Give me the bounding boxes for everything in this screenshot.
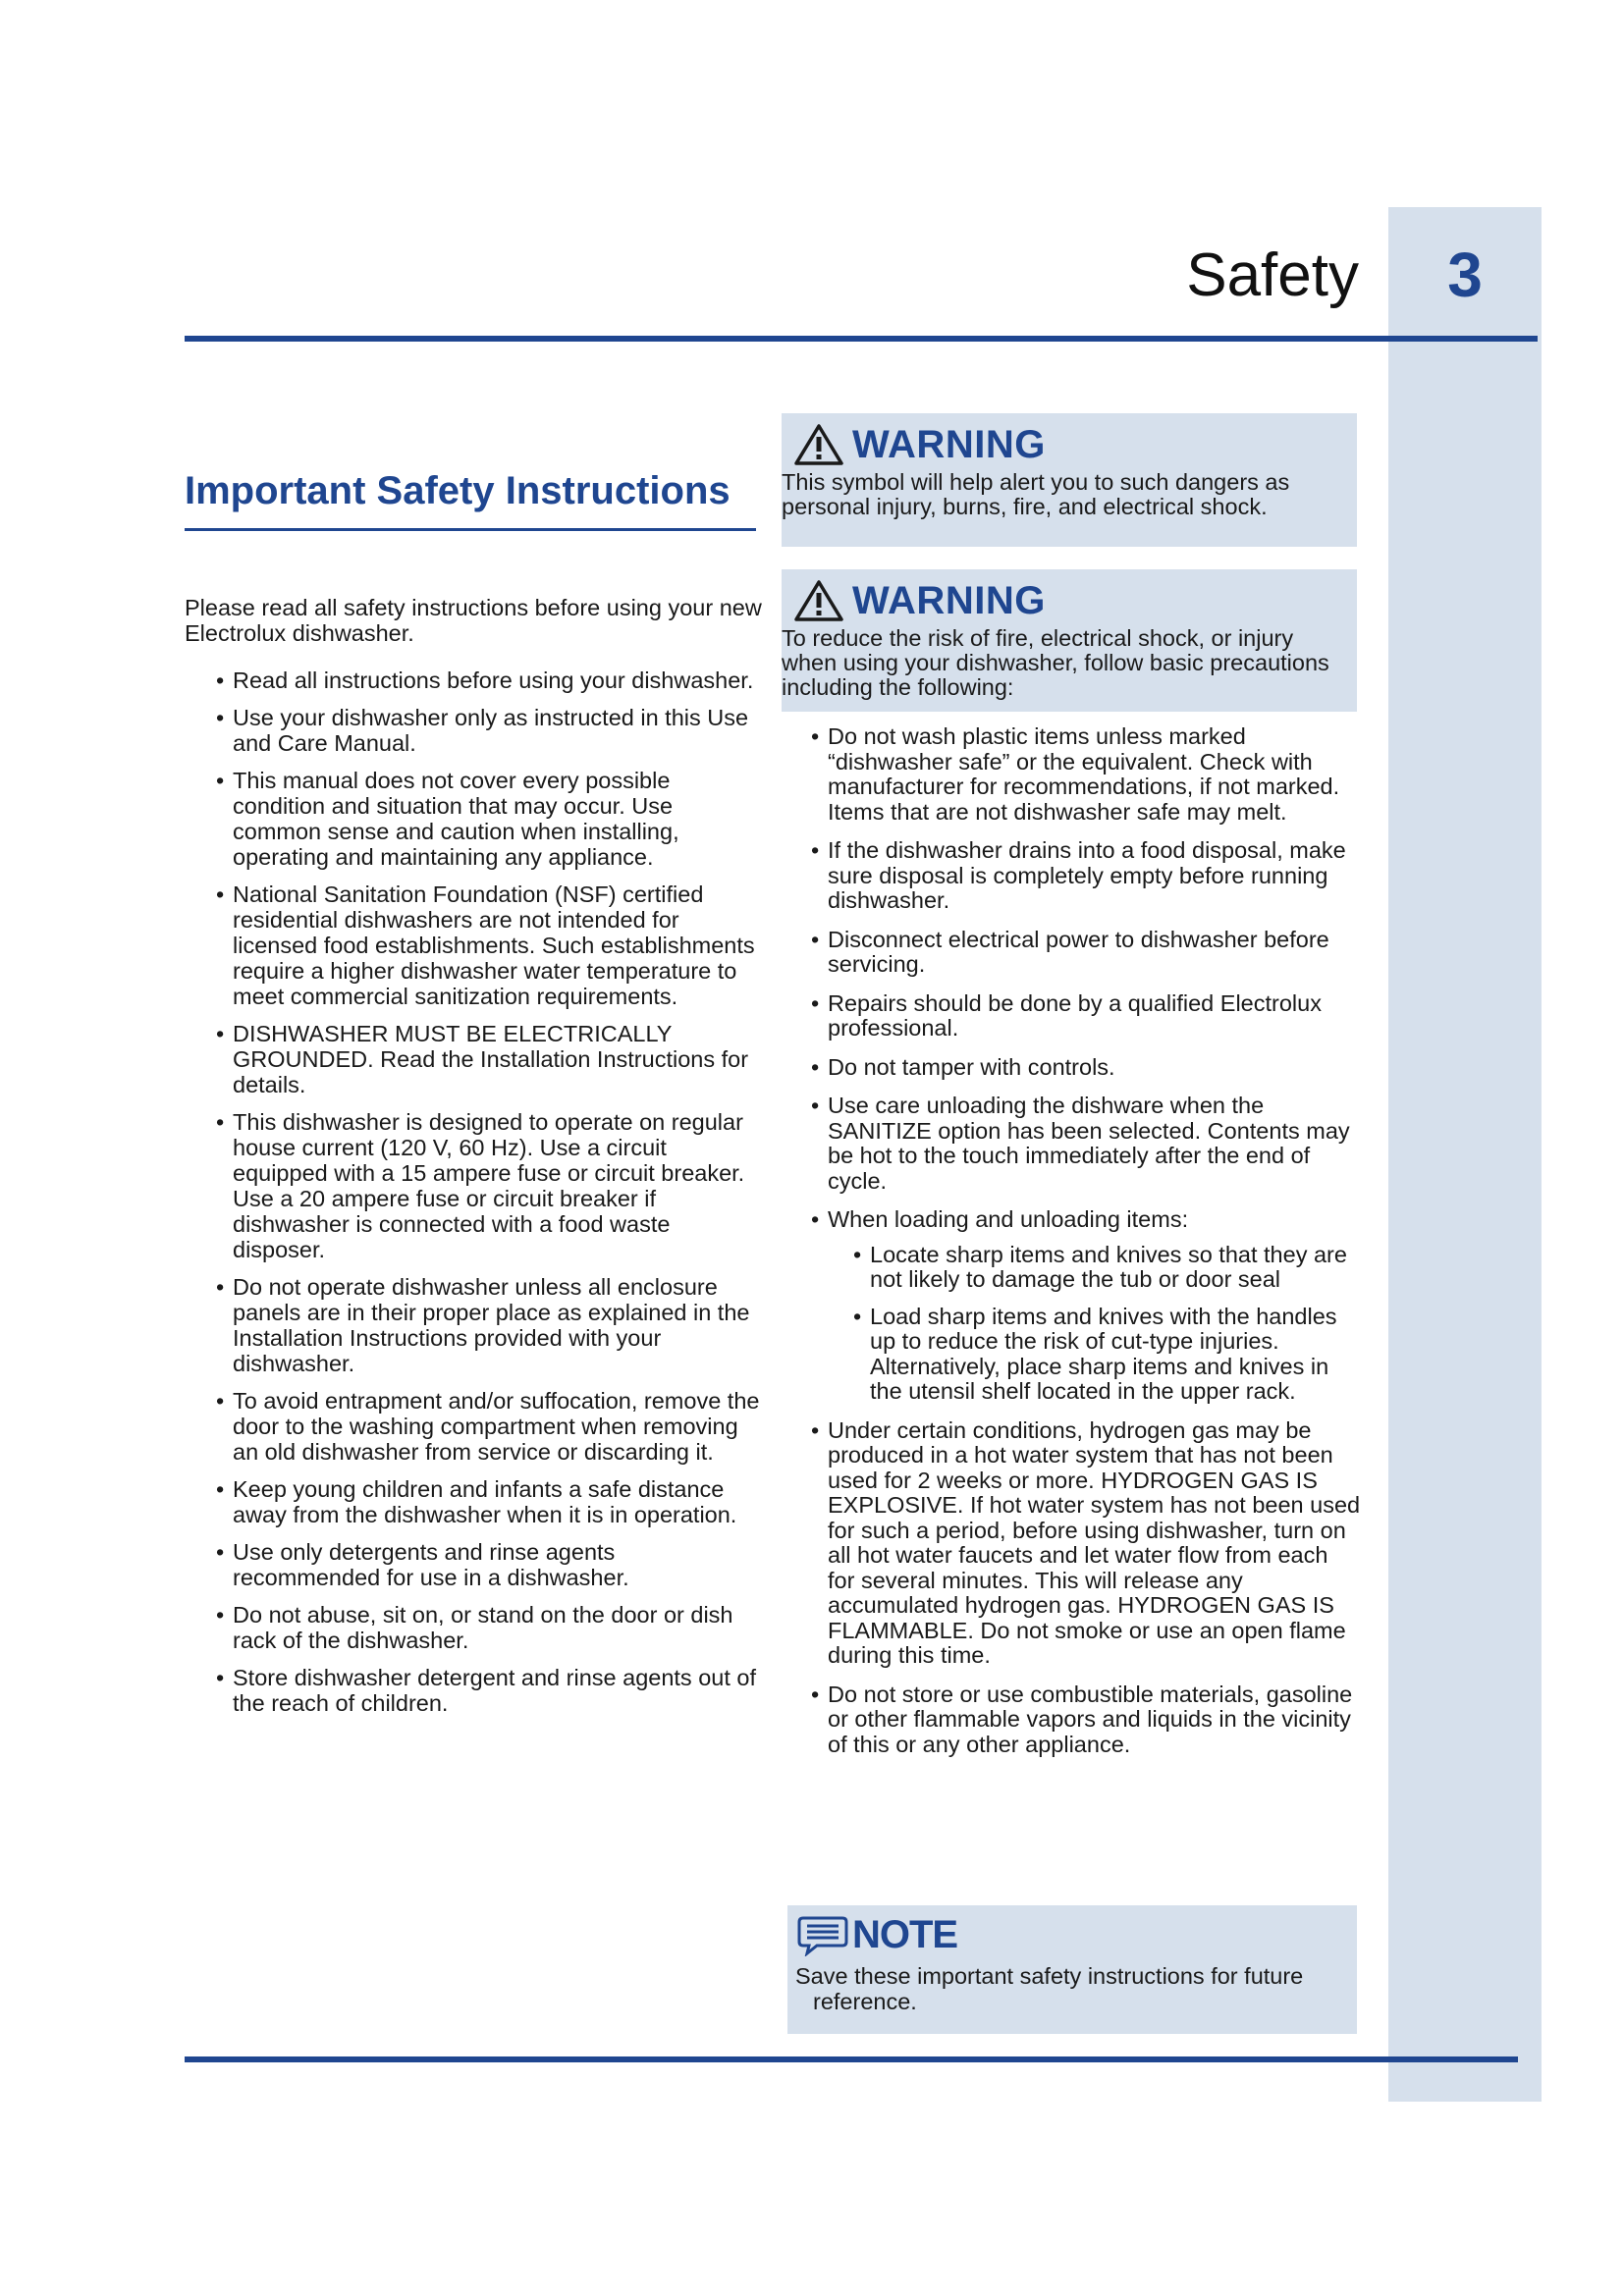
list-item: • If the dishwasher drains into a food disposal, make sure disposal is completely empty before running dishwasher. <box>811 837 1346 913</box>
list-item: • Do not operate dishwasher unless all enclosure panels are in their proper place as explained in the Installation Instructions provided with your dishwasher. <box>216 1274 750 1376</box>
list-item: • Do not abuse, sit on, or stand on the door or dish rack of the dishwasher. <box>216 1602 733 1653</box>
list-item: • Keep young children and infants a safe distance away from the dishwasher when it is in operation. <box>216 1476 737 1527</box>
left-bullet-list <box>185 667 764 1716</box>
list-item: • Use your dishwasher only as instructed in this Use and Care Manual. <box>216 705 749 756</box>
intro-text: Please read all safety instructions before using your new Electrolux dishwasher. <box>185 595 762 646</box>
list-item: • Under certain conditions, hydrogen gas may be produced in a hot water system that has not been used for 2 weeks or more. HYDROGEN GAS IS EXPLOSIVE. If hot water system has not been used for such a period, before using dishwasher, turn on all hot water faucets and let water flow from each for several minutes. This will release any accumulated hydrogen gas. HYDROGEN GAS IS FLAMMABLE. Do not smoke or use an open flame during this time. <box>811 1416 1361 1668</box>
page-number: 3 <box>1447 240 1483 310</box>
sub-list-item: • Load sharp items and knives with the handles up to reduce the risk of cut-type injuries. Alternatively, place sharp items and knives in the utensil shelf located in the upper rack. <box>853 1303 1337 1404</box>
top-rule <box>185 336 1538 342</box>
sub-bullet-list <box>853 1243 1361 1405</box>
warning-text: To reduce the risk of fire, electrical shock, or injury when using your dishwasher, follow basic precautions including the following: <box>782 625 1329 700</box>
list-item: • This dishwasher is designed to operate on regular house current (120 V, 60 Hz). Use a circuit equipped with a 15 ampere fuse or circuit breaker. Use a 20 ampere fuse or circuit breaker if dishwasher is connected with a food waste disposer. <box>216 1109 745 1262</box>
section-title: Safety <box>1186 241 1359 309</box>
list-item: • This manual does not cover every possible condition and situation that may occur. Use common sense and caution when installing, operating and maintaining any appliance. <box>216 768 679 870</box>
list-item: • To avoid entrapment and/or suffocation, remove the door to the washing compartment when removing an old dishwasher from service or discarding it. <box>216 1388 760 1465</box>
list-item: • Do not store or use combustible materials, gasoline or other flammable vapors and liquids in the vicinity of this or any other appliance. <box>811 1681 1353 1757</box>
list-item: • Use only detergents and rinse agents recommended for use in a dishwasher. <box>216 1539 629 1590</box>
warning-triangle-icon <box>793 579 844 622</box>
warning-box-symbol <box>782 413 1357 547</box>
right-bullet-list <box>811 724 1361 1757</box>
list-item: • Use care unloading the dishware when the SANITIZE option has been selected. Contents may be hot to the touch immediately after the end of cycle. <box>811 1093 1350 1194</box>
list-item: • Do not tamper with controls. <box>811 1053 1115 1080</box>
left-column <box>185 595 764 1728</box>
note-box <box>787 1905 1357 2034</box>
list-item: • Disconnect electrical power to dishwasher before servicing. <box>811 926 1329 977</box>
note-heading <box>797 1913 1357 1957</box>
list-item: • Repairs should be done by a qualified Electrolux professional. <box>811 989 1322 1041</box>
list-item: • Do not wash plastic items unless marked “dishwasher safe” or the equivalent. Check with manufacturer for recommendations, if not marked. Items that are not dishwasher safe may melt. <box>811 723 1340 825</box>
warning-heading <box>793 422 1357 466</box>
list-item: • When loading and unloading items: • Locate sharp items and knives so that they are not likely to damage the tub or door seal • Load sharp items and knives with the handles up to reduce the risk of cut-type injuries. Alternatively, place sharp items and knives in the utensil shelf located in the upper rack. <box>811 1207 1361 1405</box>
warning-label: WARNING <box>852 578 1046 622</box>
list-item: • National Sanitation Foundation (NSF) certified residential dishwashers are not intended for licensed food establishments. Such establishments require a higher dishwasher water temperature to meet commercial sanitization requirements. <box>216 881 755 1009</box>
side-tab <box>1388 207 1542 2102</box>
note-label: NOTE <box>852 1913 958 1956</box>
right-column <box>811 724 1361 1771</box>
sub-list-item: • Locate sharp items and knives so that they are not likely to damage the tub or door seal <box>853 1241 1347 1292</box>
warning-text: This symbol will help alert you to such dangers as personal injury, burns, fire, and electrical shock. <box>782 469 1290 519</box>
warning-triangle-icon <box>793 423 844 466</box>
list-item: • DISHWASHER MUST BE ELECTRICALLY GROUNDED. Read the Installation Instructions for details. <box>216 1021 749 1097</box>
warning-label: WARNING <box>852 422 1046 466</box>
warning-heading <box>793 578 1357 622</box>
list-item: • Store dishwasher detergent and rinse agents out of the reach of children. <box>216 1665 757 1716</box>
note-text: Save these important safety instructions for future reference. <box>795 1963 1304 2014</box>
warning-box-precautions <box>782 569 1357 712</box>
note-speech-bubble-icon <box>797 1915 848 1956</box>
page-heading: Important Safety Instructions <box>185 469 756 531</box>
list-item: • Read all instructions before using your dishwasher. <box>216 667 754 693</box>
bottom-rule <box>185 2056 1518 2062</box>
